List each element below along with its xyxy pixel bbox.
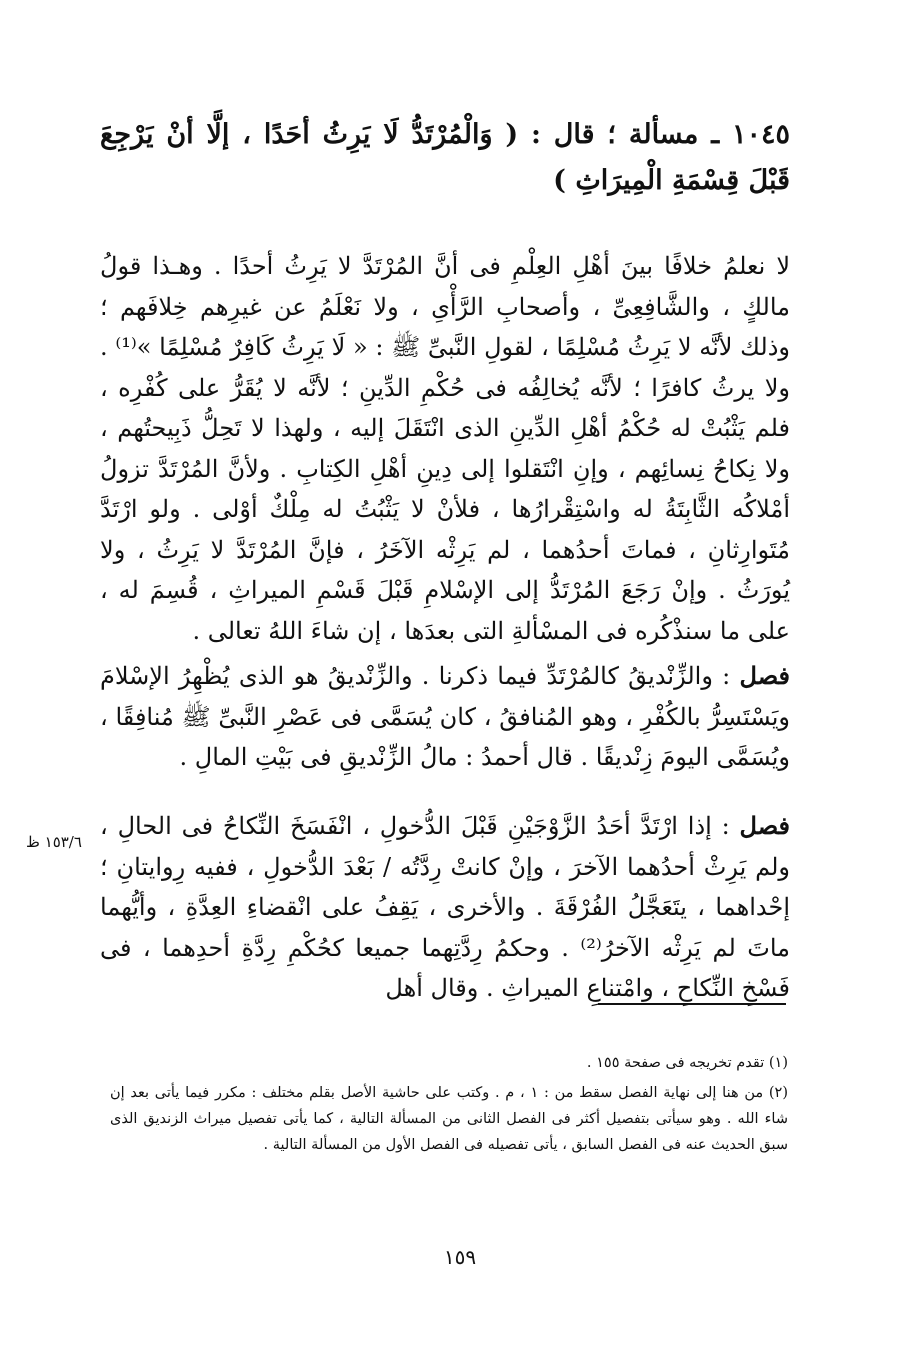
paragraph-spouse-apostasy [100,806,790,1009]
issue-heading: ١٠٤٥ ـ مسألة ؛ قال : ( وَالْمُرْتَدُّ لَا يَرِثُ أحَدًا ، إلَّا أنْ يَرْجِعَ قَبْلَ قِسْمَةِ الْمِيرَاثِ ) [100,119,790,196]
page-number: ١٥٩ [443,1245,477,1269]
paragraph-zindiq [100,656,790,778]
section-label: فصل [739,661,790,690]
footnote-text: (٢) من هنا إلى نهاية الفصل سقط من : ١ ، م . وكتب على حاشية الأصل بقلم مختلف : مكرر فيما يأتى بعد إن شاء الله . وهو سيأتى بتفصيل أكثر فى الفصل الثانى من المسألة التالية ، كما يأتى تفصيل ميراث الزنديق الذى سبق الحديث عنه فى الفصل السابق ، يأتى تفصيله فى الفصل الأول من المسألة التالية . [110,1085,789,1153]
paragraph-text: : إذا ارْتَدَّ أحَدُ الزَّوْجَيْنِ قَبْلَ الدُّخولِ ، انْفَسَخَ النِّكاحُ فى الحالِ ، ولم يَرِثْ أحدُهما الآخرَ ، وإنْ كانتْ رِدَّتُه / بَعْدَ الدُّخولِ ، ففيه رِوايتانِ ؛ إحْداهما ، يتَعَجَّلُ الفُرْقَةَ . والأخرى ، يَقِفُ على انْقضاءِ العِدَّةِ ، وأيُّهما ماتَ لم يَرِثْه الآخرُ⁽²⁾ . وحكمُ رِدَّتِهما جميعا كحُكْمِ رِدَّةِ أحدِهما ، فى فَسْخِ النِّكاحِ ، وامْتناعِ الميراثِ . وقال أهل [100,812,790,1002]
footnote-1 [110,1050,788,1076]
footnotes [110,1050,788,1162]
margin-reference: ١٥٣/٦ ظ [26,833,82,851]
footnote-text: (١) تقدم تخريجه فى صفحة ١٥٥ . [586,1055,788,1071]
section-label: فصل [739,811,790,840]
footnote-divider [598,1003,786,1005]
paragraph-apostate-inheritance: لا نعلمُ خلافًا بينَ أهْلِ العِلْمِ فى أنَّ المُرْتَدَّ لا يَرِثُ أحدًا . وهـذا قولُ مالكٍ ، والشَّافِعِىِّ ، وأصحابِ الرَّأْىِ ، ولا نَعْلَمُ عن غيرِهم خِلافَهم ؛ وذلك لأنَّه لا يَرِثُ مُسْلِمًا ، لقولِ النَّبىِّ ﷺ : « لَا يَرِثُ كَافِرٌ مُسْلِمًا »⁽¹⁾ . ولا يرثُ كافرًا ؛ لأنَّه يُخالِفُه فى حُكْمِ الدِّينِ ؛ لأنَّه لا يُقَرُّ على كُفْرِه ، فلم يَثْبُتْ له حُكْمُ أهْلِ الدِّينِ الذى انْتَقَلَ إليه ، ولهذا لا تَحِلُّ ذَبِيحتُهم ، ولا نِكاحُ نِسائِهم ، وإنِ انْتَقلوا إلى دِينِ أهْلِ الكِتابِ . ولأنَّ المُرْتَدَّ تزولُ أمْلاكُه الثَّابِتَةُ له واسْتِقْرارُها ، فلأنْ لا يَثْبُتُ له مِلْكٌ أوْلى . ولو ارْتَدَّ مُتَوارِثانِ ، فماتَ أحدُهما ، لم يَرِثْه الآخَرُ ، فإنَّ المُرْتَدَّ لا يَرِثُ ، ولا يُورَثُ . وإنْ رَجَعَ المُرْتَدُّ إلى الإسْلامِ قَبْلَ قَسْمِ الميراثِ ، قُسِمَ له ، على ما سنذْكُره فى المسْألةِ التى بعدَها ، إن شاءَ اللهُ تعالى . [100,252,791,645]
footnote-2 [110,1080,788,1158]
paragraph-text: : والزِّنْديقُ كالمُرْتَدِّ فيما ذكرنا . والزِّنْديقُ هو الذى يُظْهِرُ الإسْلامَ ويَسْتَسِرُّ بالكُفْرِ ، وهو المُنافقُ ، كان يُسَمَّى فى عَصْرِ النَّبىِّ ﷺ مُنافِقًا ، ويُسَمَّى اليومَ زِنْديقًا . قال أحمدُ : مالُ الزِّنْديقِ فى بَيْتِ المالِ . [100,662,790,771]
